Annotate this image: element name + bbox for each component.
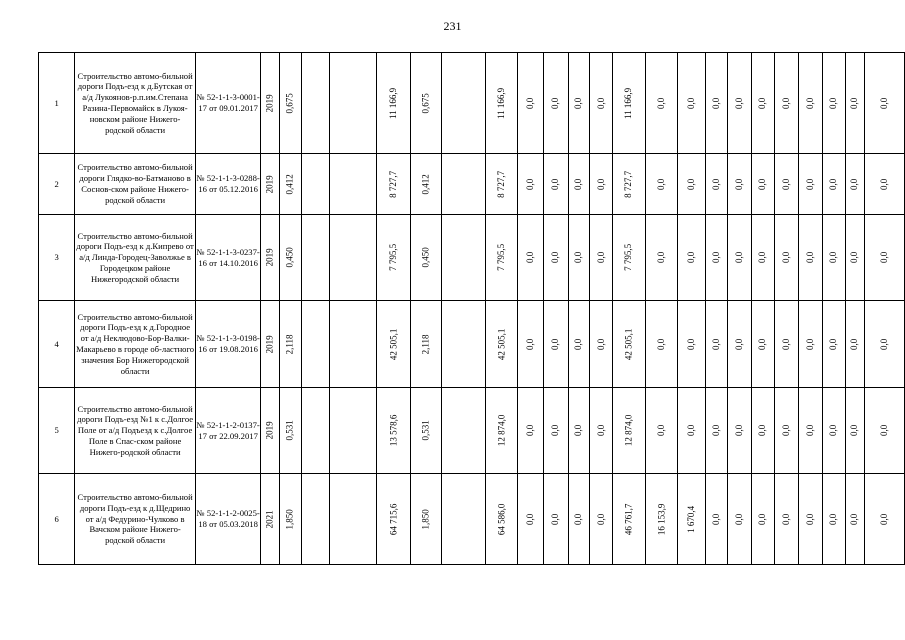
value-cell bbox=[410, 154, 441, 215]
cell-value: 0,0 bbox=[879, 424, 890, 437]
cell-value: 0,0 bbox=[757, 513, 768, 525]
cell-value: 0,0 bbox=[879, 97, 890, 109]
cell-value: 16 153,9 bbox=[656, 503, 667, 535]
cell-value: 0,0 bbox=[686, 178, 697, 190]
cell-value: 0,0 bbox=[550, 338, 561, 350]
value-cell bbox=[301, 474, 329, 565]
value-cell bbox=[613, 215, 646, 301]
value-cell bbox=[751, 474, 775, 565]
value-cell bbox=[568, 474, 590, 565]
object-name: Строительство автомо-бильной дороги Подъ-езд к д.Щедрино от а/д Федурино-Чулково в Вачском районе Нижего-родской области bbox=[75, 474, 196, 565]
value-cell bbox=[590, 53, 613, 154]
cell-value: 0,0 bbox=[550, 178, 561, 190]
value-cell bbox=[751, 301, 775, 388]
value-cell bbox=[301, 301, 329, 388]
cell-value: 1,850 bbox=[420, 508, 431, 530]
cell-value: 0,675 bbox=[285, 92, 296, 114]
value-cell bbox=[301, 53, 329, 154]
value-cell bbox=[775, 474, 799, 565]
row-number: 1 bbox=[39, 53, 75, 154]
cell-value: 0,0 bbox=[757, 251, 768, 264]
value-cell bbox=[485, 388, 518, 474]
row-number: 5 bbox=[39, 388, 75, 474]
cell-value: 11 166,9 bbox=[388, 87, 399, 119]
cell-value: 0,0 bbox=[573, 178, 584, 190]
cell-value: 0,675 bbox=[420, 92, 431, 114]
table-row bbox=[39, 154, 905, 215]
table-row bbox=[39, 388, 905, 474]
cell-value: 0,0 bbox=[595, 251, 606, 264]
cell-value: 0,0 bbox=[849, 338, 860, 350]
object-name: Строительство автомо-бильной дороги Подъ-езд к д.Городное от а/д Неклюдово-Бор-Валки-Макарьево в городе об-ластного значения Бор Нижегородской области bbox=[75, 301, 196, 388]
cell-value: 0,0 bbox=[757, 338, 768, 350]
cell-value: 0,0 bbox=[595, 97, 606, 109]
value-cell bbox=[727, 474, 751, 565]
table-row bbox=[39, 215, 905, 301]
cell-value: 13 578,6 bbox=[388, 414, 399, 447]
cell-value: 0,0 bbox=[849, 513, 860, 525]
cell-value: 0,0 bbox=[781, 338, 792, 350]
cell-value: 0,0 bbox=[595, 338, 606, 350]
value-cell bbox=[410, 215, 441, 301]
value-cell bbox=[410, 53, 441, 154]
value-cell bbox=[518, 154, 544, 215]
value-cell bbox=[613, 154, 646, 215]
expertise-conclusion: № 52-1-1-3-0198-16 от 19.08.2016 bbox=[195, 301, 260, 388]
value-cell bbox=[751, 215, 775, 301]
value-cell bbox=[775, 388, 799, 474]
cell-value: 0,0 bbox=[656, 97, 667, 109]
value-cell bbox=[865, 215, 905, 301]
value-cell bbox=[329, 53, 376, 154]
cell-value: 0,0 bbox=[711, 97, 722, 109]
value-cell bbox=[485, 154, 518, 215]
cell-value: 0,531 bbox=[285, 420, 296, 441]
value-cell bbox=[329, 388, 376, 474]
cell-value: 0,0 bbox=[733, 251, 744, 264]
value-cell bbox=[485, 215, 518, 301]
row-number: 4 bbox=[39, 301, 75, 388]
cell-value: 2019 bbox=[264, 174, 275, 193]
object-name: Строительство автомо-бильной дороги Глядко-во-Батманово в Соснов-ском районе Нижего-родской области bbox=[75, 154, 196, 215]
cell-value: 0,0 bbox=[550, 97, 561, 109]
cell-value: 0,0 bbox=[879, 513, 890, 525]
value-cell bbox=[376, 215, 410, 301]
value-cell bbox=[706, 53, 728, 154]
row-number: 6 bbox=[39, 474, 75, 565]
cell-value: 0,0 bbox=[573, 424, 584, 437]
value-cell bbox=[822, 474, 845, 565]
value-cell bbox=[727, 301, 751, 388]
cell-value: 0,450 bbox=[420, 247, 431, 268]
cell-value: 0,0 bbox=[573, 251, 584, 264]
value-cell bbox=[261, 388, 280, 474]
value-cell bbox=[280, 388, 301, 474]
value-cell bbox=[727, 215, 751, 301]
cell-value: 0,0 bbox=[656, 338, 667, 350]
cell-value: 8 727,7 bbox=[623, 170, 634, 198]
cell-value: 0,0 bbox=[805, 178, 816, 190]
value-cell bbox=[727, 388, 751, 474]
cell-value: 0,0 bbox=[525, 178, 536, 190]
value-cell bbox=[441, 215, 485, 301]
cell-value: 0,0 bbox=[525, 97, 536, 109]
cell-value: 0,0 bbox=[849, 97, 860, 109]
cell-value: 11 166,9 bbox=[496, 87, 507, 119]
cell-value: 0,0 bbox=[733, 338, 744, 350]
cell-value: 0,0 bbox=[656, 251, 667, 264]
cell-value: 0,0 bbox=[711, 513, 722, 525]
cell-value: 2019 bbox=[264, 93, 275, 112]
cell-value: 0,0 bbox=[781, 97, 792, 109]
value-cell bbox=[376, 388, 410, 474]
value-cell bbox=[613, 301, 646, 388]
cell-value: 0,0 bbox=[828, 338, 839, 350]
value-cell bbox=[441, 53, 485, 154]
value-cell bbox=[543, 388, 568, 474]
value-cell bbox=[845, 215, 865, 301]
value-cell bbox=[280, 301, 301, 388]
value-cell bbox=[751, 53, 775, 154]
value-cell bbox=[485, 53, 518, 154]
value-cell bbox=[727, 53, 751, 154]
cell-value: 0,0 bbox=[733, 513, 744, 525]
value-cell bbox=[376, 154, 410, 215]
value-cell bbox=[518, 53, 544, 154]
value-cell bbox=[301, 215, 329, 301]
cell-value: 0,0 bbox=[828, 178, 839, 190]
value-cell bbox=[568, 388, 590, 474]
value-cell bbox=[645, 154, 678, 215]
cell-value: 0,0 bbox=[879, 338, 890, 350]
cell-value: 0,0 bbox=[879, 251, 890, 264]
cell-value: 7 795,5 bbox=[388, 243, 399, 271]
cell-value: 11 166,9 bbox=[623, 87, 634, 119]
value-cell bbox=[376, 474, 410, 565]
cell-value: 0,0 bbox=[525, 513, 536, 525]
value-cell bbox=[845, 154, 865, 215]
cell-value: 0,0 bbox=[879, 178, 890, 190]
value-cell bbox=[518, 215, 544, 301]
cell-value: 8 727,7 bbox=[496, 170, 507, 198]
value-cell bbox=[441, 474, 485, 565]
cell-value: 0,0 bbox=[849, 178, 860, 190]
cell-value: 0,0 bbox=[525, 424, 536, 437]
table-row bbox=[39, 301, 905, 388]
value-cell bbox=[441, 154, 485, 215]
cell-value: 0,0 bbox=[550, 424, 561, 437]
value-cell bbox=[376, 53, 410, 154]
cell-value: 0,0 bbox=[805, 97, 816, 109]
value-cell bbox=[751, 388, 775, 474]
value-cell bbox=[280, 154, 301, 215]
value-cell bbox=[845, 388, 865, 474]
cell-value: 0,0 bbox=[828, 424, 839, 437]
cell-value: 0,0 bbox=[781, 513, 792, 525]
value-cell bbox=[706, 215, 728, 301]
cell-value: 7 795,5 bbox=[623, 243, 634, 271]
cell-value: 0,412 bbox=[285, 173, 296, 195]
value-cell bbox=[645, 53, 678, 154]
cell-value: 42 505,1 bbox=[496, 328, 507, 360]
value-cell bbox=[822, 388, 845, 474]
value-cell bbox=[845, 474, 865, 565]
value-cell bbox=[329, 154, 376, 215]
value-cell bbox=[568, 215, 590, 301]
cell-value: 0,0 bbox=[550, 251, 561, 264]
cell-value: 2,118 bbox=[285, 334, 296, 354]
cell-value: 0,0 bbox=[573, 97, 584, 109]
value-cell bbox=[485, 301, 518, 388]
cell-value: 1 670,4 bbox=[686, 505, 697, 533]
value-cell bbox=[410, 474, 441, 565]
cell-value: 46 761,7 bbox=[623, 503, 634, 535]
value-cell bbox=[518, 474, 544, 565]
cell-value: 0,0 bbox=[757, 97, 768, 109]
value-cell bbox=[301, 154, 329, 215]
expertise-conclusion: № 52-1-1-3-0288-16 от 05.12.2016 bbox=[195, 154, 260, 215]
row-number: 2 bbox=[39, 154, 75, 215]
value-cell bbox=[543, 53, 568, 154]
value-cell bbox=[799, 301, 823, 388]
expertise-conclusion: № 52-1-1-3-0001-17 от 09.01.2017 bbox=[195, 53, 260, 154]
object-name: Строительство автомо-бильной дороги Подъ-езд №1 к с.Долгое Поле от а/д Подъезд к с.Долгое Поле в Спас-ском районе Нижего-родской области bbox=[75, 388, 196, 474]
cell-value: 0,531 bbox=[420, 420, 431, 441]
value-cell bbox=[280, 53, 301, 154]
value-cell bbox=[678, 388, 706, 474]
value-cell bbox=[441, 301, 485, 388]
value-cell bbox=[822, 215, 845, 301]
value-cell bbox=[822, 53, 845, 154]
value-cell bbox=[329, 474, 376, 565]
value-cell bbox=[645, 474, 678, 565]
cell-value: 0,0 bbox=[757, 178, 768, 190]
value-cell bbox=[613, 474, 646, 565]
value-cell bbox=[799, 53, 823, 154]
cell-value: 0,0 bbox=[805, 513, 816, 525]
cell-value: 0,450 bbox=[285, 247, 296, 268]
cell-value: 0,0 bbox=[805, 424, 816, 437]
value-cell bbox=[706, 474, 728, 565]
value-cell bbox=[645, 301, 678, 388]
value-cell bbox=[280, 215, 301, 301]
cell-value: 0,412 bbox=[420, 173, 431, 195]
value-cell bbox=[775, 215, 799, 301]
page-number: 231 bbox=[443, 19, 462, 33]
value-cell bbox=[261, 301, 280, 388]
value-cell bbox=[376, 301, 410, 388]
value-cell bbox=[865, 53, 905, 154]
value-cell bbox=[706, 301, 728, 388]
cell-value: 0,0 bbox=[805, 251, 816, 264]
value-cell bbox=[543, 301, 568, 388]
value-cell bbox=[775, 301, 799, 388]
expertise-conclusion: № 52-1-1-3-0237-16 от 14.10.2016 bbox=[195, 215, 260, 301]
cell-value: 0,0 bbox=[656, 424, 667, 437]
value-cell bbox=[410, 301, 441, 388]
cell-value: 0,0 bbox=[686, 424, 697, 437]
cell-value: 0,0 bbox=[686, 251, 697, 264]
object-name: Строительство автомо-бильной дороги Подъ-езд к д.Бутская от а/д Лукоянов-р.п.им.Степана Разина-Первомайск в Лукоя-новском районе Нижего-родской области bbox=[75, 53, 196, 154]
value-cell bbox=[678, 474, 706, 565]
cell-value: 0,0 bbox=[686, 338, 697, 350]
value-cell bbox=[329, 301, 376, 388]
cell-value: 2021 bbox=[264, 509, 275, 528]
cell-value: 0,0 bbox=[595, 513, 606, 525]
value-cell bbox=[441, 388, 485, 474]
cell-value: 0,0 bbox=[525, 338, 536, 350]
cell-value: 0,0 bbox=[849, 424, 860, 437]
value-cell bbox=[799, 388, 823, 474]
value-cell bbox=[485, 474, 518, 565]
cell-value: 0,0 bbox=[828, 251, 839, 264]
cell-value: 0,0 bbox=[733, 424, 744, 437]
object-name: Строительство автомо-бильной дороги Подъ-езд к д.Кипрево от а/д Линда-Городец-Заволжье в Городецком районе Нижегородской области bbox=[75, 215, 196, 301]
cell-value: 0,0 bbox=[656, 178, 667, 190]
value-cell bbox=[865, 301, 905, 388]
value-cell bbox=[775, 53, 799, 154]
cell-value: 0,0 bbox=[550, 513, 561, 525]
expertise-conclusion: № 52-1-1-2-0137-17 от 22.09.2017 bbox=[195, 388, 260, 474]
value-cell bbox=[261, 154, 280, 215]
cell-value: 0,0 bbox=[828, 513, 839, 525]
cell-value: 12 874,0 bbox=[496, 414, 507, 447]
cell-value: 42 505,1 bbox=[388, 328, 399, 360]
value-cell bbox=[590, 388, 613, 474]
value-cell bbox=[518, 388, 544, 474]
cell-value: 64 586,0 bbox=[496, 503, 507, 535]
value-cell bbox=[590, 474, 613, 565]
value-cell bbox=[645, 388, 678, 474]
value-cell bbox=[261, 474, 280, 565]
value-cell bbox=[845, 301, 865, 388]
value-cell bbox=[518, 301, 544, 388]
value-cell bbox=[590, 301, 613, 388]
value-cell bbox=[543, 474, 568, 565]
cell-value: 7 795,5 bbox=[496, 243, 507, 271]
value-cell bbox=[590, 215, 613, 301]
value-cell bbox=[678, 154, 706, 215]
cell-value: 42 505,1 bbox=[623, 328, 634, 360]
cell-value: 0,0 bbox=[573, 513, 584, 525]
cell-value: 0,0 bbox=[733, 97, 744, 109]
value-cell bbox=[678, 53, 706, 154]
value-cell bbox=[280, 474, 301, 565]
value-cell bbox=[706, 388, 728, 474]
value-cell bbox=[261, 53, 280, 154]
value-cell bbox=[301, 388, 329, 474]
value-cell bbox=[410, 388, 441, 474]
cell-value: 64 715,6 bbox=[388, 503, 399, 535]
value-cell bbox=[822, 301, 845, 388]
cell-value: 0,0 bbox=[686, 97, 697, 109]
cell-value: 2019 bbox=[264, 334, 275, 353]
expertise-conclusion: № 52-1-1-2-0025-18 от 05.03.2018 bbox=[195, 474, 260, 565]
cell-value: 1,850 bbox=[285, 508, 296, 530]
cell-value: 0,0 bbox=[595, 424, 606, 437]
value-cell bbox=[568, 154, 590, 215]
cell-value: 0,0 bbox=[711, 178, 722, 190]
value-cell bbox=[613, 388, 646, 474]
value-cell bbox=[678, 215, 706, 301]
value-cell bbox=[678, 301, 706, 388]
value-cell bbox=[568, 301, 590, 388]
cell-value: 12 874,0 bbox=[623, 414, 634, 447]
value-cell bbox=[799, 215, 823, 301]
value-cell bbox=[590, 154, 613, 215]
value-cell bbox=[775, 154, 799, 215]
value-cell bbox=[706, 154, 728, 215]
cell-value: 0,0 bbox=[781, 251, 792, 264]
value-cell bbox=[751, 154, 775, 215]
value-cell bbox=[799, 154, 823, 215]
cell-value: 0,0 bbox=[573, 338, 584, 350]
value-cell bbox=[613, 53, 646, 154]
cell-value: 2019 bbox=[264, 248, 275, 267]
value-cell bbox=[329, 215, 376, 301]
cell-value: 8 727,7 bbox=[388, 170, 399, 198]
value-cell bbox=[645, 215, 678, 301]
cell-value: 0,0 bbox=[781, 424, 792, 437]
value-cell bbox=[865, 474, 905, 565]
cell-value: 0,0 bbox=[849, 251, 860, 264]
cell-value: 0,0 bbox=[828, 97, 839, 109]
cell-value: 0,0 bbox=[525, 251, 536, 264]
value-cell bbox=[845, 53, 865, 154]
value-cell bbox=[727, 154, 751, 215]
cell-value: 0,0 bbox=[733, 178, 744, 190]
value-cell bbox=[799, 474, 823, 565]
value-cell bbox=[568, 53, 590, 154]
cell-value: 0,0 bbox=[711, 251, 722, 264]
cell-value: 0,0 bbox=[805, 338, 816, 350]
cell-value: 2,118 bbox=[420, 334, 431, 354]
value-cell bbox=[865, 154, 905, 215]
cell-value: 2019 bbox=[264, 421, 275, 440]
table-row bbox=[39, 53, 905, 154]
value-cell bbox=[543, 215, 568, 301]
cell-value: 0,0 bbox=[781, 178, 792, 190]
row-number: 3 bbox=[39, 215, 75, 301]
value-cell bbox=[865, 388, 905, 474]
value-cell bbox=[261, 215, 280, 301]
table-row bbox=[39, 474, 905, 565]
data-table bbox=[38, 52, 905, 565]
value-cell bbox=[543, 154, 568, 215]
cell-value: 0,0 bbox=[711, 424, 722, 437]
cell-value: 0,0 bbox=[711, 338, 722, 350]
cell-value: 0,0 bbox=[595, 178, 606, 190]
cell-value: 0,0 bbox=[757, 424, 768, 437]
value-cell bbox=[822, 154, 845, 215]
